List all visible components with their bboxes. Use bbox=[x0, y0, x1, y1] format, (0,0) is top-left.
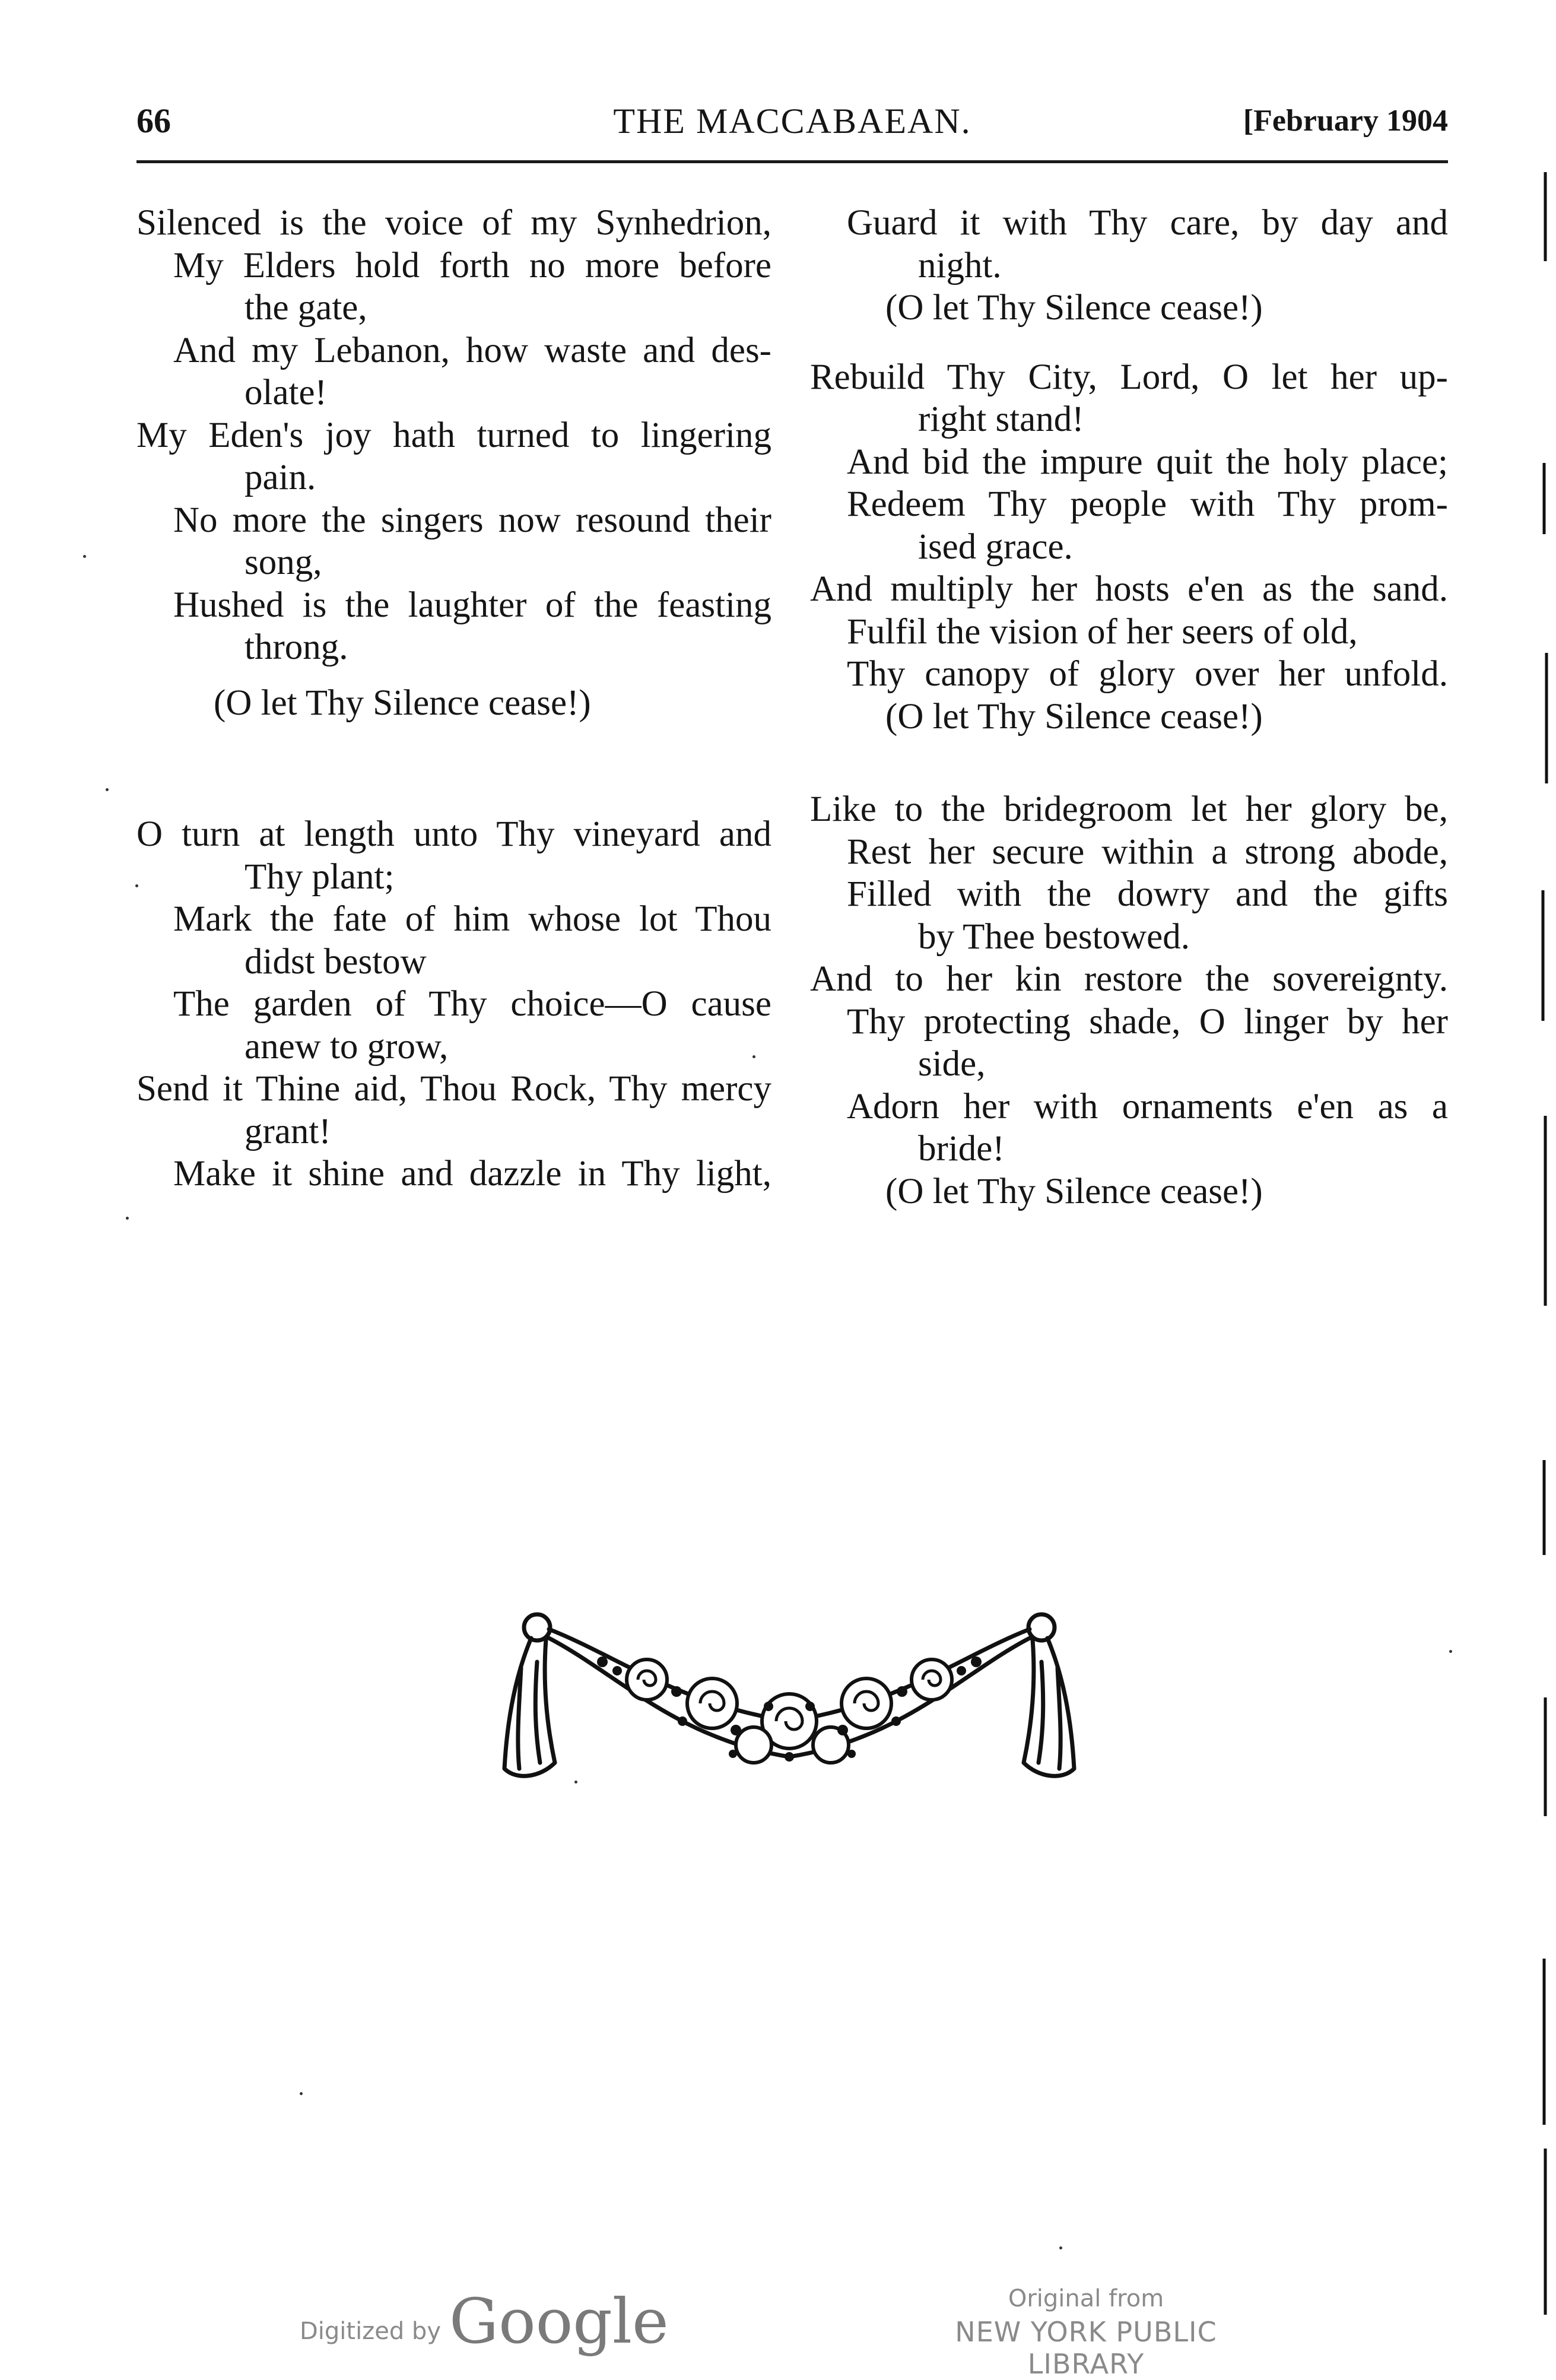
header-rule bbox=[136, 160, 1448, 163]
refrain: (O let Thy Silence cease!) bbox=[885, 288, 1263, 328]
verse-line: ised grace. bbox=[918, 526, 1073, 567]
page-header bbox=[136, 101, 1448, 154]
verse-line: My Eden's joy hath turned to lingering bbox=[136, 415, 771, 455]
right-stanza-3 bbox=[810, 788, 1448, 1213]
digitized-by-label bbox=[300, 2285, 669, 2357]
refrain: (O let Thy Silence cease!) bbox=[885, 696, 1263, 737]
library-name: NEW YORK PUBLIC LIBRARY bbox=[955, 2316, 1217, 2380]
scan-speck bbox=[574, 1781, 577, 1784]
scan-speck bbox=[300, 2092, 303, 2095]
verse-line: Thy canopy of glory over her unfold. bbox=[847, 654, 1448, 694]
verse-line: The garden of Thy choice—O cause bbox=[173, 984, 771, 1024]
verse-line: song, bbox=[244, 542, 322, 582]
scan-speck bbox=[106, 788, 109, 791]
verse-line: Hushed is the laughter of the feasting bbox=[173, 585, 771, 625]
verse-line: Rest her secure within a strong abode, bbox=[847, 832, 1448, 872]
scan-speck bbox=[126, 1217, 129, 1220]
verse-line: Guard it with Thy care, by day and bbox=[847, 203, 1448, 243]
verse-line: anew to grow, bbox=[244, 1026, 449, 1067]
issue-date: [February 1904 bbox=[1243, 104, 1448, 138]
verse-line: Mark the fate of him whose lot Thou bbox=[173, 899, 771, 939]
verse-line: grant! bbox=[244, 1111, 331, 1151]
journal-title: THE MACCABAEAN. bbox=[613, 101, 971, 141]
source-library-label bbox=[908, 2285, 1264, 2380]
verse-line: And to her kin restore the sovereignty. bbox=[810, 959, 1448, 999]
verse-line: the gate, bbox=[244, 288, 367, 328]
verse-line: Fulfil the vision of her seers of old, bbox=[847, 611, 1358, 652]
verse-line: And bid the impure quit the holy place; bbox=[847, 442, 1448, 482]
verse-line: didst bestow bbox=[244, 941, 427, 982]
verse-line: by Thee bestowed. bbox=[918, 916, 1190, 957]
scan-speck bbox=[1059, 2246, 1062, 2249]
left-column bbox=[136, 202, 771, 1195]
refrain: (O let Thy Silence cease!) bbox=[885, 1171, 1263, 1211]
verse-line: Thy plant; bbox=[244, 856, 395, 897]
verse-line: side, bbox=[918, 1044, 986, 1084]
refrain: (O let Thy Silence cease!) bbox=[214, 683, 591, 723]
right-stanza-2 bbox=[810, 356, 1448, 738]
verse-line: Like to the bridegroom let her glory be, bbox=[810, 789, 1448, 829]
scan-speck bbox=[1449, 1650, 1452, 1653]
verse-line: Redeem Thy people with Thy prom- bbox=[847, 484, 1448, 524]
verse-line: night. bbox=[918, 245, 1002, 285]
verse-line: Adorn her with ornaments e'en as a bbox=[847, 1086, 1448, 1126]
verse-line: No more the singers now resound their bbox=[173, 500, 771, 540]
google-logo: Google bbox=[449, 2285, 669, 2357]
verse-line: My Elders hold forth no more before bbox=[173, 245, 771, 285]
scan-speck bbox=[83, 555, 86, 558]
verse-line: And multiply her hosts e'en as the sand. bbox=[810, 569, 1448, 609]
floral-garland-ornament-icon bbox=[498, 1602, 1080, 1792]
verse-line: throng. bbox=[244, 627, 348, 667]
verse-line: Silenced is the voice of my Synhedrion, bbox=[136, 203, 771, 243]
right-stanza-1 bbox=[810, 202, 1448, 329]
digitized-by-text: Digitized by bbox=[300, 2318, 441, 2345]
verse-line: pain. bbox=[244, 458, 316, 497]
verse-line: Filled with the dowry and the gifts bbox=[847, 874, 1448, 914]
verse-line: O turn at length unto Thy vineyard and bbox=[136, 814, 771, 854]
original-from-text: Original from bbox=[1008, 2285, 1164, 2312]
page-edge-scan-artifact bbox=[1532, 0, 1556, 2374]
verse-line: Make it shine and dazzle in Thy light, bbox=[173, 1154, 771, 1194]
verse-line: And my Lebanon, how waste and des- bbox=[173, 330, 771, 370]
scan-speck bbox=[135, 884, 138, 887]
page-number: 66 bbox=[136, 101, 171, 140]
left-stanza-1 bbox=[136, 202, 771, 724]
right-column bbox=[810, 202, 1448, 1213]
left-stanza-2 bbox=[136, 813, 771, 1195]
verse-line: right stand! bbox=[918, 399, 1084, 439]
verse-line: Rebuild Thy City, Lord, O let her up- bbox=[810, 357, 1448, 397]
verse-line: Send it Thine aid, Thou Rock, Thy mercy bbox=[136, 1069, 771, 1109]
scan-speck bbox=[752, 1055, 755, 1058]
verse-line: olate! bbox=[244, 373, 327, 412]
verse-line: bride! bbox=[918, 1129, 1005, 1169]
verse-line: Thy protecting shade, O linger by her bbox=[847, 1001, 1448, 1042]
